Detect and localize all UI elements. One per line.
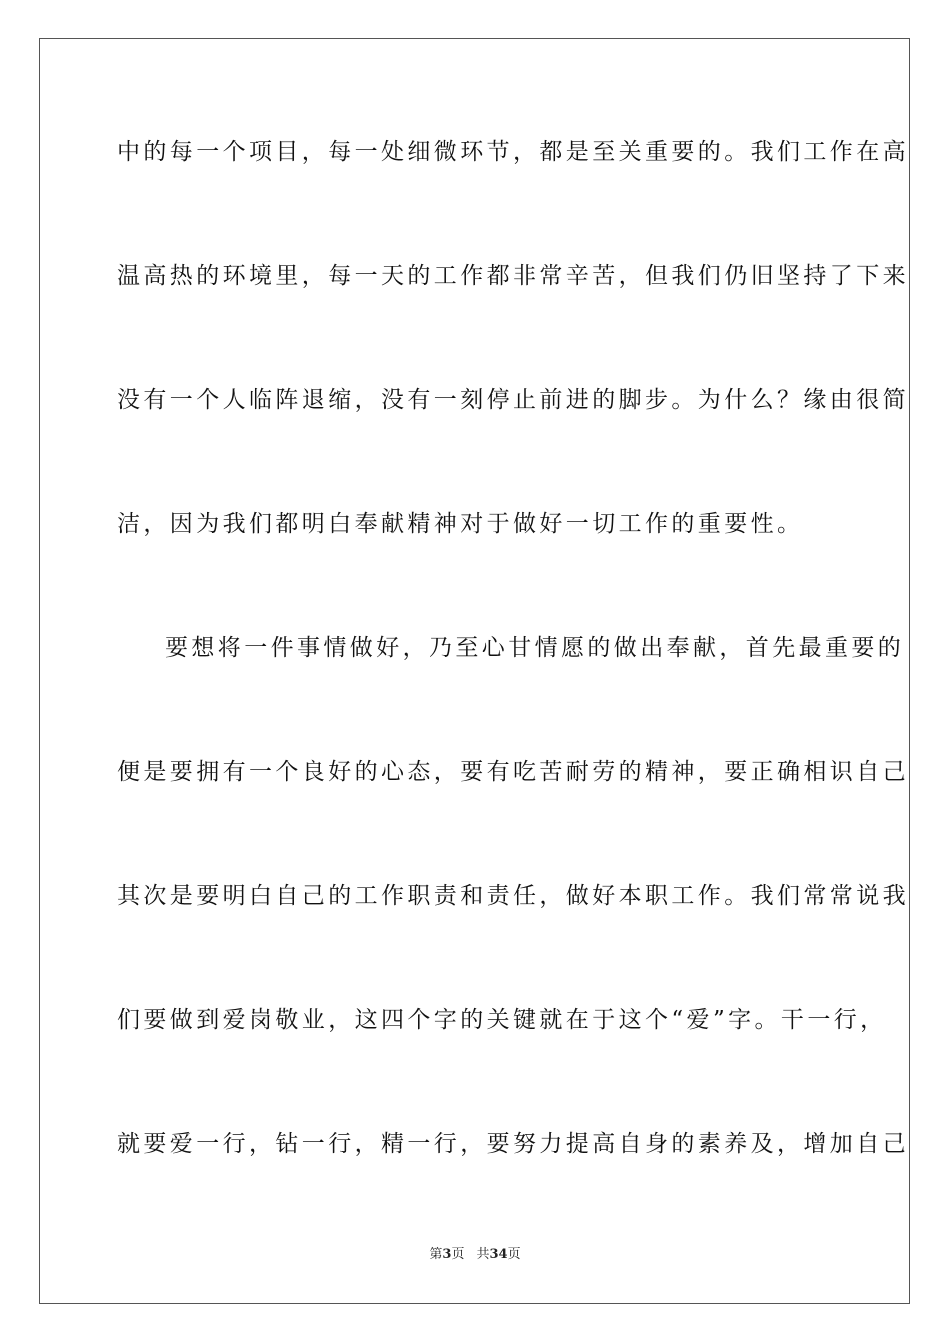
paragraph-line: 中的每一个项目，每一处细微环节，都是至关重要的。我们工作在高 <box>117 139 909 165</box>
paragraph-line: 要想将一件事情做好，乃至心甘情愿的做出奉献，首先最重要的 <box>165 635 905 661</box>
paragraph-line: 没有一个人临阵退缩，没有一刻停止前进的脚步。为什么？缘由很简 <box>117 387 909 413</box>
paragraph-line: 洁，因为我们都明白奉献精神对于做好一切工作的重要性。 <box>117 511 804 537</box>
page-footer <box>0 1247 950 1263</box>
footer-page-suffix: 页 <box>451 1247 465 1262</box>
footer-page-current: 3 <box>442 1247 452 1262</box>
footer-total-suffix: 页 <box>507 1247 521 1262</box>
footer-total-prefix: 共 <box>476 1247 490 1262</box>
paragraph-line: 便是要拥有一个良好的心态，要有吃苦耐劳的精神，要正确相识自己 <box>117 759 909 785</box>
footer-page-total: 34 <box>489 1247 508 1262</box>
paragraph-line: 其次是要明白自己的工作职责和责任，做好本职工作。我们常常说我 <box>117 883 909 909</box>
paragraph-line: 们要做到爱岗敬业，这四个字的关键就在于这个“爱”字。干一行， <box>117 1007 887 1033</box>
paragraph-line: 就要爱一行，钻一行，精一行，要努力提高自身的素养及，增加自己 <box>117 1131 909 1157</box>
paragraph-line: 温高热的环境里，每一天的工作都非常辛苦，但我们仍旧坚持了下来 <box>117 263 909 289</box>
page-border <box>39 38 910 1304</box>
footer-page-prefix: 第 <box>429 1247 443 1262</box>
